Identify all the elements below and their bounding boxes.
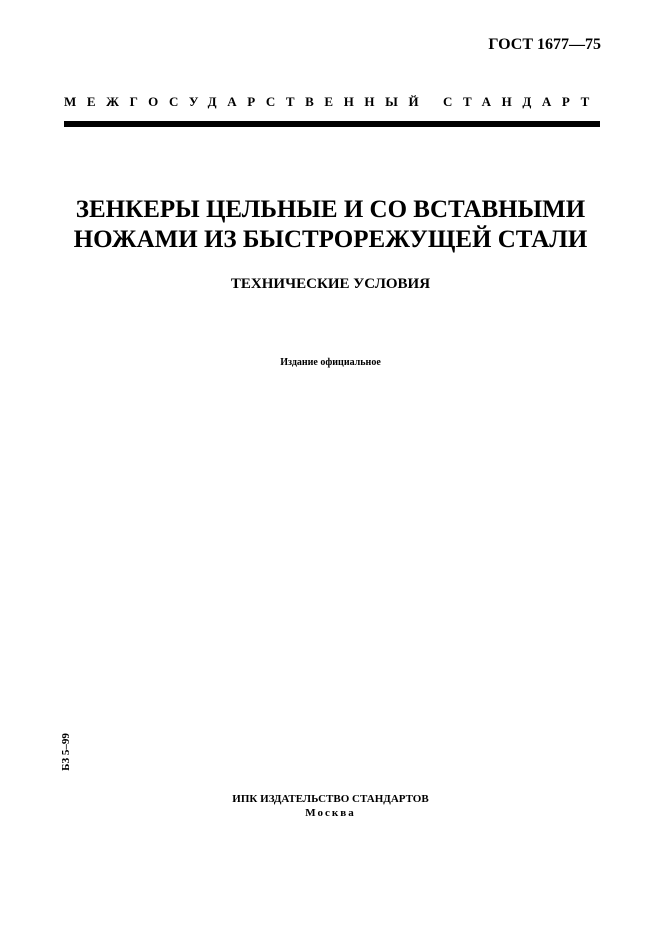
document-number: ГОСТ 1677—75 bbox=[488, 36, 601, 53]
header-divider bbox=[64, 121, 600, 127]
document-subtitle: ТЕХНИЧЕСКИЕ УСЛОВИЯ bbox=[230, 276, 431, 292]
publisher-city: Москва bbox=[305, 807, 356, 819]
edition-note: Издание официальное bbox=[280, 357, 381, 368]
document-title bbox=[0, 195, 661, 255]
standard-type-heading: МЕЖГОСУДАРСТВЕННЫЙ СТАНДАРТ bbox=[64, 94, 600, 109]
document-title-line-1: ЗЕНКЕРЫ ЦЕЛЬНЫЕ И СО ВСТАВНЫМИ bbox=[75, 196, 586, 223]
publisher-name: ИПК ИЗДАТЕЛЬСТВО СТАНДАРТОВ bbox=[232, 793, 429, 805]
side-code-text: БЗ 5–99 bbox=[60, 733, 72, 771]
document-title-line-2: НОЖАМИ ИЗ БЫСТРОРЕЖУЩЕЙ СТАЛИ bbox=[73, 226, 588, 253]
